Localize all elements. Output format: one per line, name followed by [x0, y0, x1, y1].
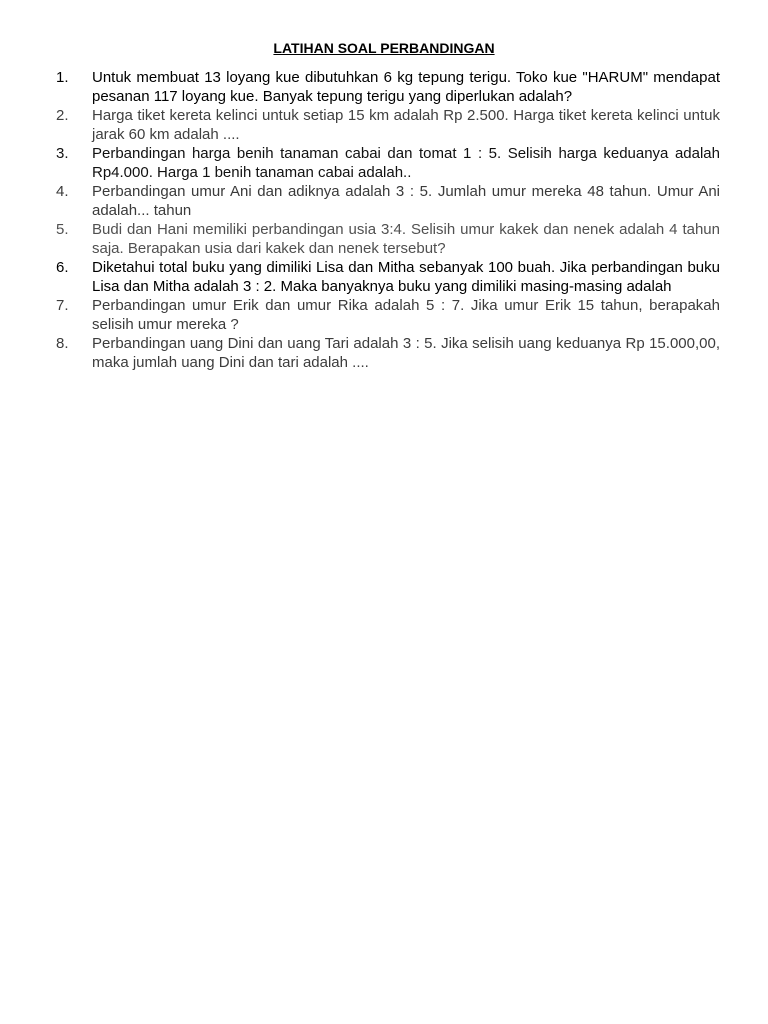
question-text: Perbandingan harga benih tanaman cabai dan tomat 1 : 5. Selisih harga keduanya adalah Rp4.000. Harga 1 benih tanaman cabai adalah.. — [92, 145, 720, 181]
question-text: Harga tiket kereta kelinci untuk setiap 15 km adalah Rp 2.500. Harga tiket kereta kelinci untuk jarak 60 km adalah .... — [92, 107, 720, 143]
question-number: 2. — [56, 107, 69, 124]
question-number: 1. — [56, 69, 69, 86]
question-text: Diketahui total buku yang dimiliki Lisa dan Mitha sebanyak 100 buah. Jika perbandingan buku Lisa dan Mitha adalah 3 : 2. Maka banyaknya buku yang dimiliki masing-masing adalah — [92, 259, 720, 295]
list-item — [56, 182, 720, 220]
list-item — [56, 220, 720, 258]
question-text: Perbandingan umur Ani dan adiknya adalah 3 : 5. Jumlah umur mereka 48 tahun. Umur Ani adalah... tahun — [92, 183, 720, 219]
question-number: 5. — [56, 221, 69, 238]
list-item — [56, 106, 720, 144]
question-number: 7. — [56, 297, 69, 314]
question-text: Perbandingan uang Dini dan uang Tari adalah 3 : 5. Jika selisih uang keduanya Rp 15.000,00, maka jumlah uang Dini dan tari adalah .... — [92, 335, 720, 371]
question-number: 3. — [56, 145, 69, 162]
list-item — [56, 258, 720, 296]
question-number: 4. — [56, 183, 69, 200]
question-number: 6. — [56, 259, 69, 276]
list-item — [56, 68, 720, 106]
document-title: LATIHAN SOAL PERBANDINGAN — [273, 40, 495, 56]
question-text: Budi dan Hani memiliki perbandingan usia 3:4. Selisih umur kakek dan nenek adalah 4 tahun saja. Berapakan usia dari kakek dan nenek tersebut? — [92, 221, 720, 257]
question-text: Untuk membuat 13 loyang kue dibutuhkan 6 kg tepung terigu. Toko kue "HARUM" mendapat pesanan 117 loyang kue. Banyak tepung terigu yang diperlukan adalah? — [92, 69, 720, 105]
question-text: Perbandingan umur Erik dan umur Rika adalah 5 : 7. Jika umur Erik 15 tahun, berapakah selisih umur mereka ? — [92, 297, 720, 333]
list-item — [56, 144, 720, 182]
list-item — [56, 296, 720, 334]
question-number: 8. — [56, 335, 69, 352]
question-list — [56, 68, 720, 372]
list-item — [56, 334, 720, 372]
